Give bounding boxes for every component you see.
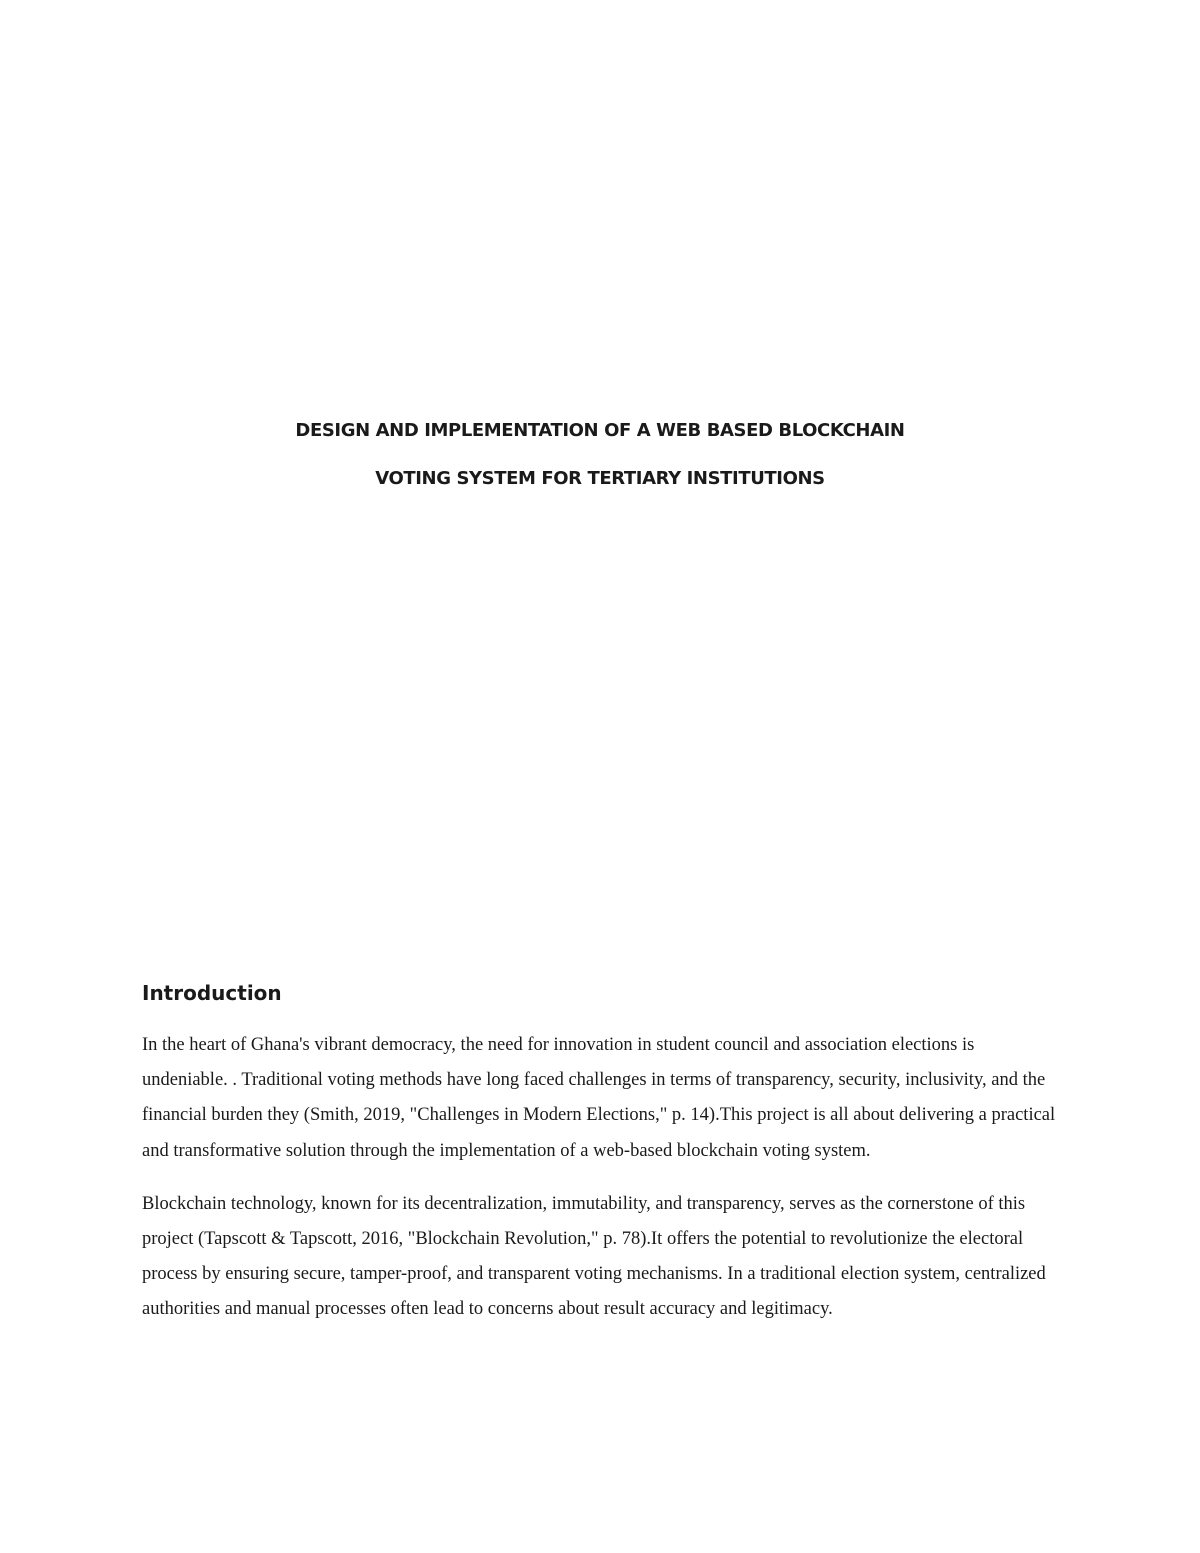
- title-line-1: DESIGN AND IMPLEMENTATION OF A WEB BASED BLOCKCHAIN: [295, 420, 905, 441]
- paragraph-2: Blockchain technology, known for its decentralization, immutability, and transparency, serves as the cornerstone of this project (Tapscott & Tapscott, 2016, "Blockchain Revolution," p. 78).It offers the potential to revolutionize the electoral process by ensuring secure, tamper-proof, and transparent voting mechanisms. In a traditional election system, centralized authorities and manual processes often lead to concerns about result accuracy and legitimacy.: [142, 1193, 1046, 1320]
- paragraph-1: In the heart of Ghana's vibrant democracy, the need for innovation in student council and association elections is undeniable. . Traditional voting methods have long faced challenges in terms of transparency, security, inclusivity, and the financial burden they (Smith, 2019, "Challenges in Modern Elections," p. 14).This project is all about delivering a practical and transformative solution through the implementation of a web-based blockchain voting system.: [142, 1035, 1056, 1161]
- introduction-section: [142, 978, 1062, 1346]
- document-title: [0, 416, 1200, 512]
- title-line-2: VOTING SYSTEM FOR TERTIARY INSTITUTIONS: [375, 468, 825, 489]
- section-heading: Introduction: [142, 981, 282, 1005]
